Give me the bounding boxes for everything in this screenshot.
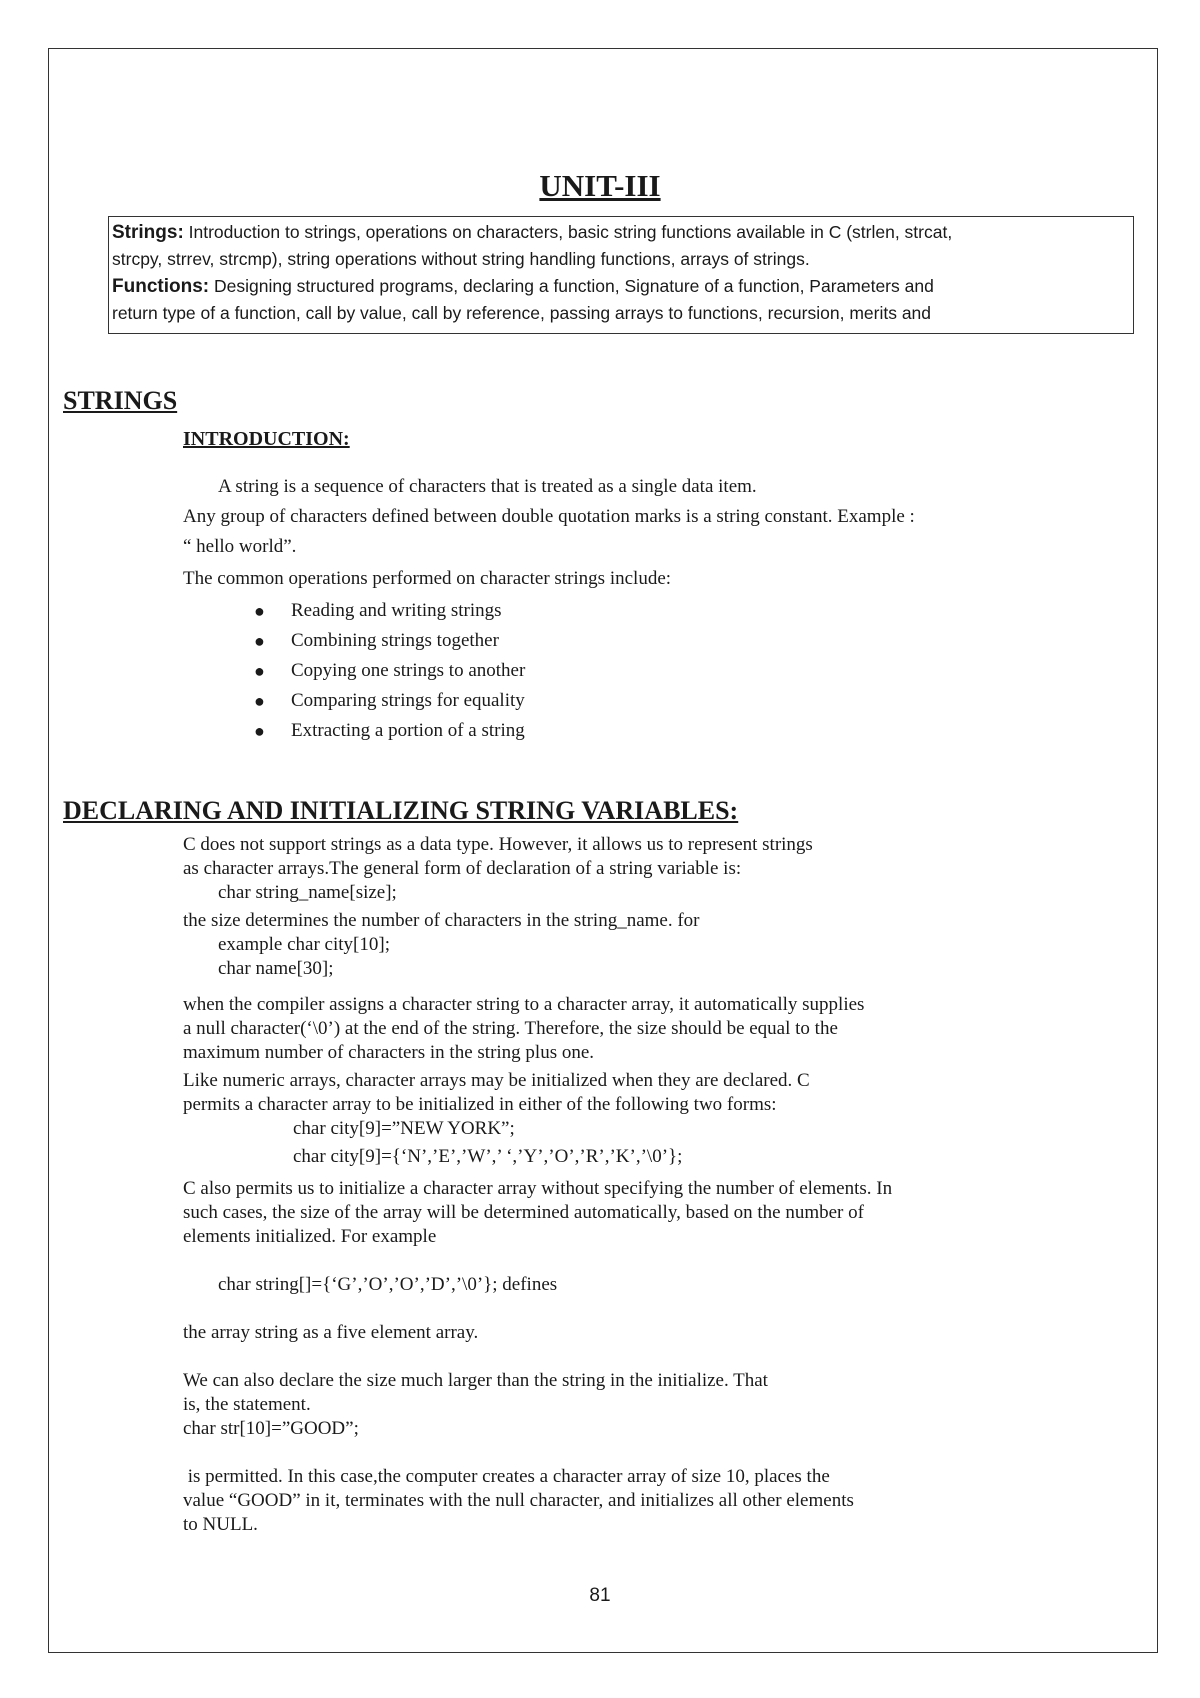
- code-line: char city[9]=”NEW YORK”;: [293, 1118, 515, 1139]
- declaring-line: is, the statement.: [183, 1394, 311, 1415]
- syllabus-strings-line-1: [112, 219, 1130, 246]
- declaring-line: as character arrays.The general form of declaration of a string variable is:: [183, 858, 742, 879]
- declaring-line: to NULL.: [183, 1514, 258, 1535]
- introduction-heading: INTRODUCTION:: [183, 428, 350, 450]
- syllabus-strings-text-2: strcpy, strrev, strcmp), string operations without string handling functions, arrays of strings.: [112, 249, 810, 269]
- declaring-line: the size determines the number of characters in the string_name. for: [183, 910, 700, 931]
- declaring-line: We can also declare the size much larger than the string in the initialize. That: [183, 1370, 768, 1391]
- declaring-line: C does not support strings as a data type. However, it allows us to represent strings: [183, 834, 813, 855]
- declaring-line: Like numeric arrays, character arrays may be initialized when they are declared. C: [183, 1070, 810, 1091]
- bullet-icon: ●: [254, 631, 265, 651]
- intro-paragraph-3: “ hello world”.: [183, 536, 297, 557]
- code-line: char name[30];: [218, 958, 334, 979]
- declaring-line: value “GOOD” in it, terminates with the null character, and initializes all other elements: [183, 1490, 854, 1511]
- declaring-line: a null character(‘\0’) at the end of the string. Therefore, the size should be equal to the: [183, 1018, 838, 1039]
- operations-intro: The common operations performed on character strings include:: [183, 568, 672, 589]
- declaring-line: maximum number of characters in the string plus one.: [183, 1042, 595, 1063]
- declaring-line: elements initialized. For example: [183, 1226, 437, 1247]
- syllabus-strings-text-1: Introduction to strings, operations on characters, basic string functions available in C (strlen, strcat,: [183, 222, 953, 242]
- bullet-icon: ●: [254, 661, 265, 681]
- intro-paragraph-2: Any group of characters defined between double quotation marks is a string constant. Example :: [183, 506, 915, 527]
- bullet-icon: ●: [254, 601, 265, 621]
- declaring-line: the array string as a five element array.: [183, 1322, 479, 1343]
- list-item: ● Combining strings together: [254, 626, 525, 656]
- list-item: ● Copying one strings to another: [254, 656, 525, 686]
- declaring-line: such cases, the size of the array will be determined automatically, based on the number of: [183, 1202, 864, 1223]
- syllabus-functions-line-1: [112, 273, 1130, 300]
- syllabus-functions-text-1: Designing structured programs, declaring a function, Signature of a function, Parameters and: [209, 276, 934, 296]
- intro-paragraph-1: A string is a sequence of characters that is treated as a single data item.: [218, 476, 757, 497]
- declaring-line: when the compiler assigns a character string to a character array, it automatically supplies: [183, 994, 865, 1015]
- declaring-line: permits a character array to be initialized in either of the following two forms:: [183, 1094, 777, 1115]
- declaring-heading: DECLARING AND INITIALIZING STRING VARIABLES:: [63, 796, 739, 825]
- bullet-icon: ●: [254, 691, 265, 711]
- list-item: ● Extracting a portion of a string: [254, 716, 525, 746]
- code-line: char city[9]={‘N’,’E’,’W’,’ ‘,’Y’,’O’,’R’,’K’,’\0’};: [293, 1146, 683, 1167]
- strings-heading: STRINGS: [63, 386, 178, 415]
- list-item: ● Reading and writing strings: [254, 596, 525, 626]
- declaring-line: C also permits us to initialize a character array without specifying the number of elements. In: [183, 1178, 893, 1199]
- syllabus-box: [108, 216, 1134, 334]
- operations-list: [254, 596, 525, 746]
- code-line: char string_name[size];: [218, 882, 397, 903]
- code-line: example char city[10];: [218, 934, 390, 955]
- code-line: char str[10]=”GOOD”;: [183, 1418, 359, 1439]
- syllabus-functions-text-2: return type of a function, call by value, call by reference, passing arrays to functions, recursion, merits and: [112, 303, 932, 323]
- bullet-icon: ●: [254, 721, 265, 741]
- list-item: ● Comparing strings for equality: [254, 686, 525, 716]
- code-line: char string[]={‘G’,’O’,’O’,’D’,’\0’}; defines: [218, 1274, 558, 1295]
- declaring-line: is permitted. In this case,the computer creates a character array of size 10, places the: [183, 1466, 830, 1487]
- unit-title: UNIT-III: [539, 168, 661, 203]
- syllabus-functions-label: Functions:: [112, 276, 210, 297]
- syllabus-strings-label: Strings:: [112, 222, 184, 243]
- page-number: 81: [589, 1585, 611, 1606]
